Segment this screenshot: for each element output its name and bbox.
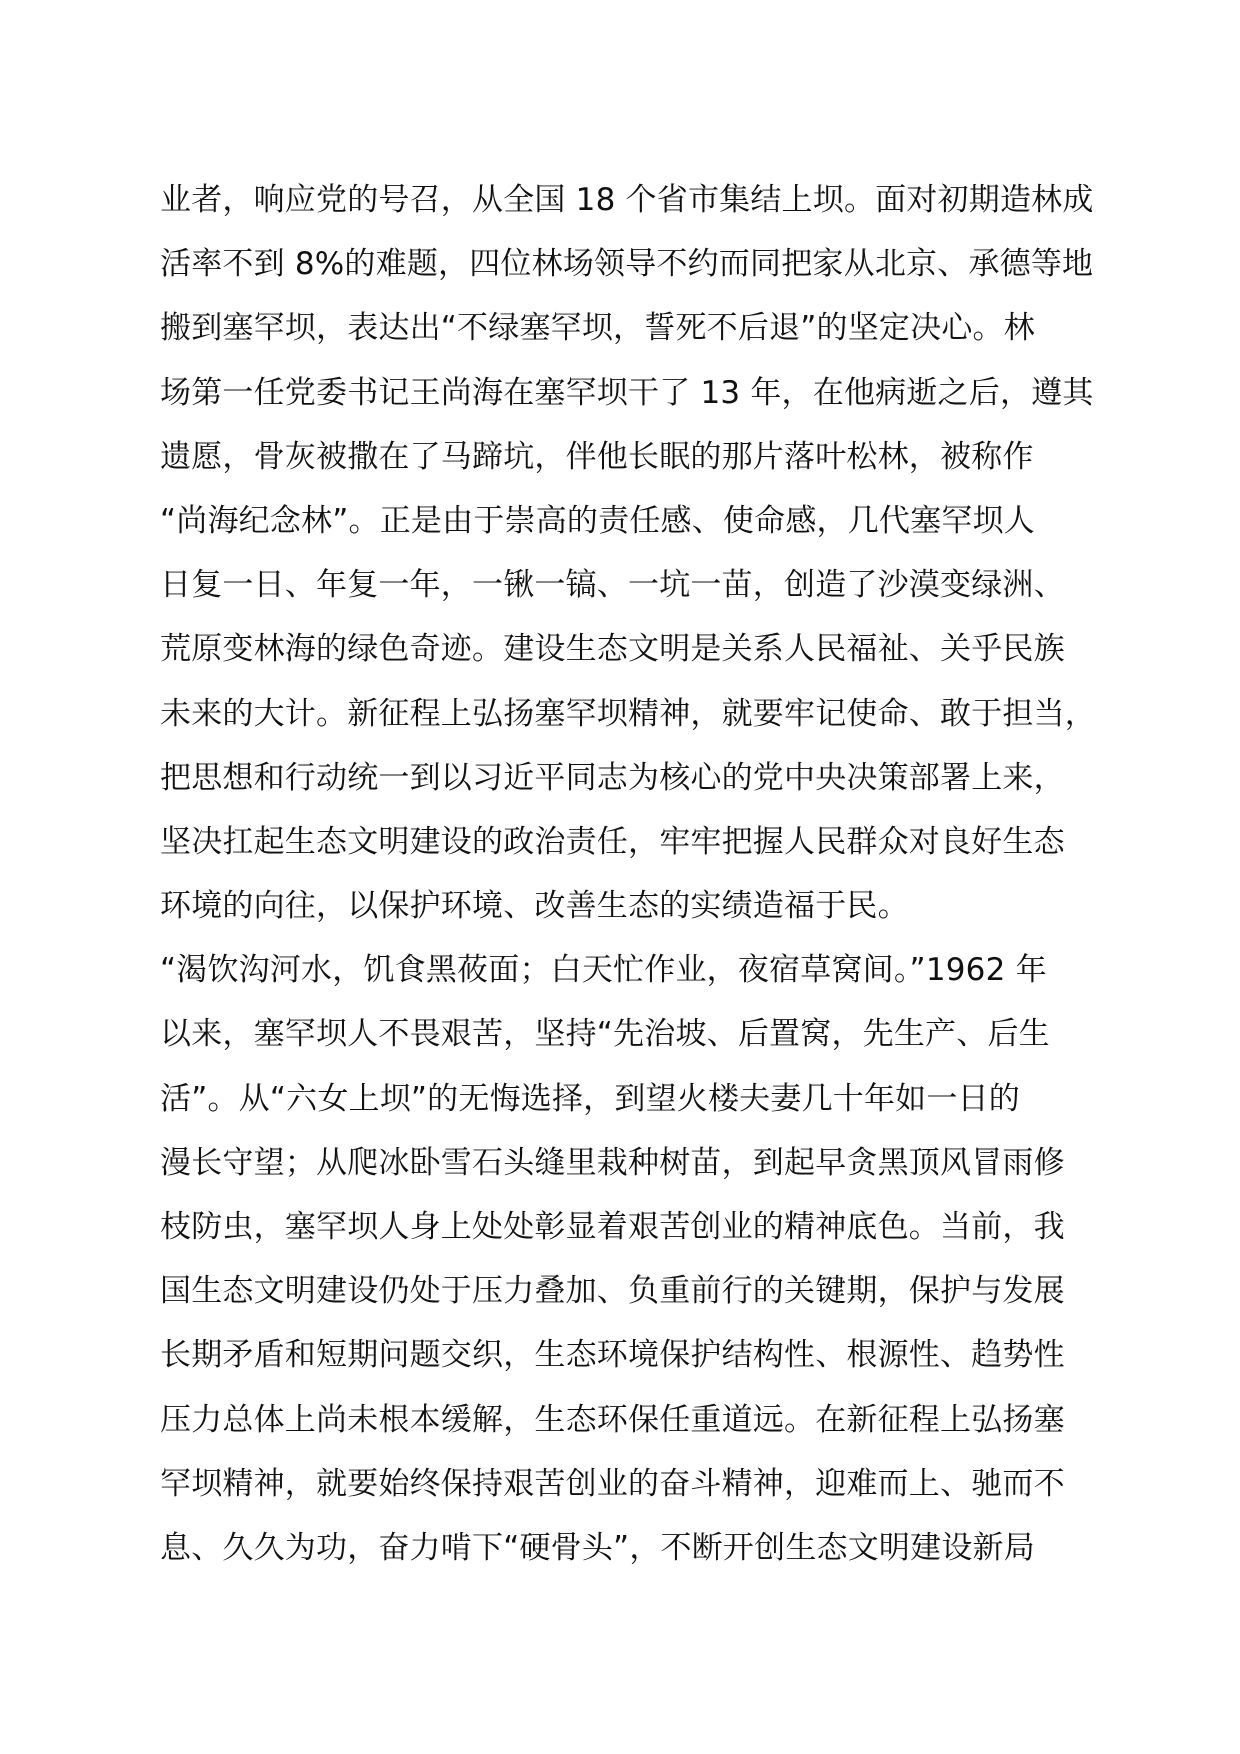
text-line: 漫长守望；从爬冰卧雪石头缝里栽种树苗，到起早贪黑顶风冒雨修 (160, 1144, 1065, 1181)
text-line: 日复一日、年复一年，一锹一镐、一坑一苗，创造了沙漠变绿洲、 (160, 567, 1065, 604)
text-line: 息、久久为功，奋力啃下“硬骨头”，不断开创生态文明建设新局 (160, 1529, 1035, 1566)
text-line: 以来，塞罕坝人不畏艰苦，坚持“先治坡、后置窝，先生产、后生 (160, 1016, 1050, 1053)
text-line: “尚海纪念林”。正是由于崇高的责任感、使命感，几代塞罕坝人 (160, 502, 1035, 539)
text-line: 压力总体上尚未根本缓解，生态环保任重道远。在新征程上弘扬塞 (160, 1401, 1065, 1438)
text-line: 遗愿，骨灰被撒在了马蹄坑，伴他长眠的那片落叶松林，被称作 (160, 438, 1034, 475)
text-line: 未来的大计。新征程上弘扬塞罕坝精神，就要牢记使命、敢于担当， (160, 695, 1096, 732)
text-line: 把思想和行动统一到以习近平同志为核心的党中央决策部署上来， (160, 759, 1065, 796)
text-line: 活率不到 8%的难题，四位林场领导不约而同把家从北京、承德等地 (160, 246, 1094, 283)
text-line: “渴饮沟河水，饥食黑莜面；白天忙作业，夜宿草窝间。”1962 年 (160, 952, 1047, 989)
text-line: 活”。从“六女上坝”的无悔选择，到望火楼夫妻几十年如一日的 (160, 1080, 1020, 1117)
text-line: 荒原变林海的绿色奇迹。建设生态文明是关系人民福祉、关乎民族 (160, 631, 1065, 668)
text-line: 环境的向往，以保护环境、改善生态的实绩造福于民。 (160, 888, 909, 925)
text-line: 长期矛盾和短期问题交织，生态环境保护结构性、根源性、趋势性 (160, 1337, 1065, 1374)
text-line: 国生态文明建设仍处于压力叠加、负重前行的关键期，保护与发展 (160, 1273, 1065, 1310)
text-line: 业者，响应党的号召，从全国 18 个省市集结上坝。面对初期造林成 (160, 182, 1094, 218)
text-line: 枝防虫，塞罕坝人身上处处彰显着艰苦创业的精神底色。当前，我 (160, 1209, 1065, 1245)
text-line: 搬到塞罕坝，表达出“不绿塞罕坝，誓死不后退”的坚定决心。林 (160, 310, 1035, 347)
body-text (160, 168, 1100, 1580)
text-line: 场第一任党委书记王尚海在塞罕坝干了 13 年，在他病逝之后，遵其 (160, 374, 1094, 411)
text-line: 坚决扛起生态文明建设的政治责任，牢牢把握人民群众对良好生态 (160, 823, 1065, 860)
text-line: 罕坝精神，就要始终保持艰苦创业的奋斗精神，迎难而上、驰而不 (160, 1465, 1065, 1502)
